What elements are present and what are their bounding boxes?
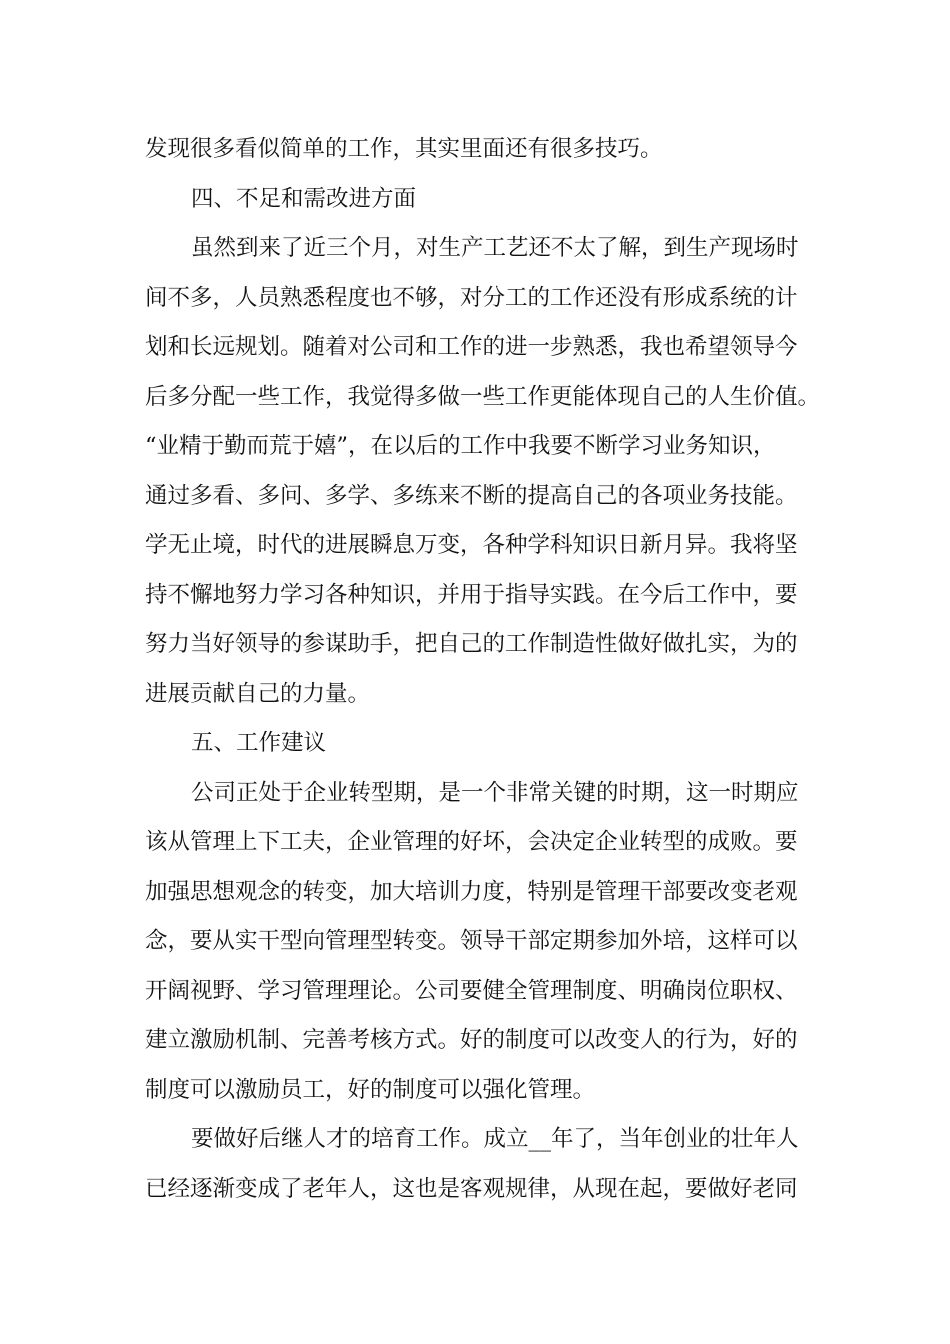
section-heading-5: 五、工作建议 bbox=[191, 730, 327, 756]
text-line: 虽然到来了近三个月，对生产工艺还不太了解，到生产现场时 bbox=[191, 235, 799, 261]
text-line: 开阔视野、学习管理理论。公司要健全管理制度、明确岗位职权、 bbox=[145, 977, 798, 1004]
section-heading-4: 四、不足和需改进方面 bbox=[191, 185, 417, 212]
text-line: 通过多看、多问、多学、多练来不断的提高自己的各项业务技能。 bbox=[145, 482, 798, 509]
text-line: 间不多，人员熟悉程度也不够，对分工的工作还没有形成系统的计 bbox=[145, 284, 798, 311]
text-line: 建立激励机制、完善考核方式。好的制度可以改变人的行为，好的 bbox=[145, 1027, 798, 1053]
text-line: 进展贡献自己的力量。 bbox=[145, 680, 371, 707]
text-line: 后多分配一些工作，我觉得多做一些工作更能体现自己的人生价值。 bbox=[145, 383, 821, 410]
text-line: 公司正处于企业转型期，是一个非常关键的时期，这一时期应 bbox=[191, 779, 799, 806]
text-line: “业精于勤而荒于嬉”，在以后的工作中我要不断学习业务知识， bbox=[145, 433, 776, 459]
text-line: 划和长远规划。随着对公司和工作的进一步熟悉，我也希望领导今 bbox=[145, 334, 798, 360]
text-line: 念，要从实干型向管理型转变。领导干部定期参加外培，这样可以 bbox=[145, 928, 798, 954]
text-line: 持不懈地努力学习各种知识，并用于指导实践。在今后工作中，要 bbox=[145, 581, 798, 608]
text-line: 制度可以激励员工，好的制度可以强化管理。 bbox=[145, 1076, 596, 1103]
text-line: 要做好后继人才的培育工作。成立__年了，当年创业的壮年人 bbox=[191, 1126, 799, 1152]
text-line: 加强思想观念的转变，加大培训力度，特别是管理干部要改变老观 bbox=[145, 878, 798, 905]
text-line: 已经逐渐变成了老年人，这也是客观规律，从现在起，要做好老同 bbox=[145, 1175, 798, 1202]
document-body bbox=[145, 125, 821, 1214]
text-line: 发现很多看似简单的工作，其实里面还有很多技巧。 bbox=[145, 136, 663, 162]
text-line: 该从管理上下工夫，企业管理的好坏，会决定企业转型的成败。要 bbox=[145, 829, 798, 855]
text-line: 学无止境，时代的进展瞬息万变，各种学科知识日新月异。我将坚 bbox=[145, 532, 798, 558]
text-line: 努力当好领导的参谋助手，把自己的工作制造性做好做扎实，为的 bbox=[145, 631, 798, 657]
